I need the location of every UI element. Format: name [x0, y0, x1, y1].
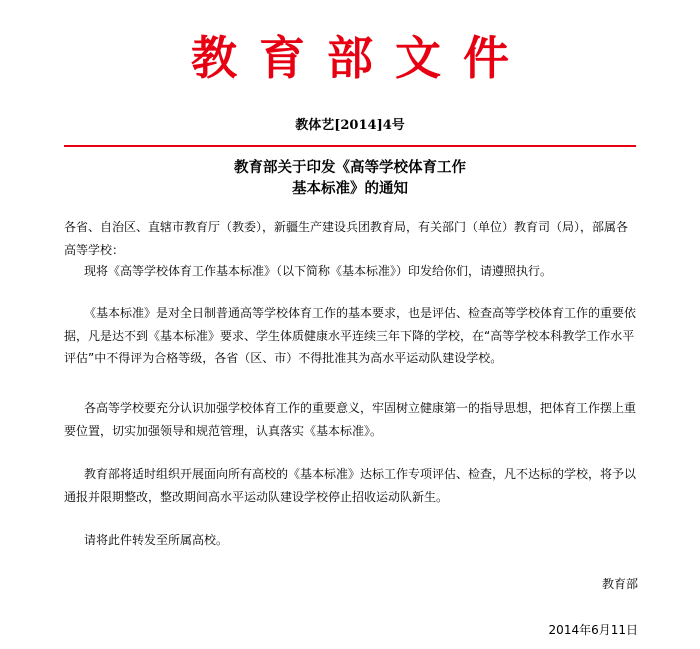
recipients-line: 各省、自治区、直辖市教育厅（教委），新疆生产建设兵团教育局，有关部门（单位）教育司（局），部属各高等学校： [64, 220, 629, 257]
document-title-line-2: 基本标准》的通知 [292, 181, 408, 197]
document-number: 教体艺[2014]4号 [295, 118, 405, 133]
document-header-title: 教育部文件 [191, 31, 531, 85]
paragraph-3: 各高等学校要充分认识加强学校体育工作的重要意义，牢固树立健康第一的指导思想，把体育工作摆上重要位置，切实加强领导和规范管理，认真落实《基本标准》。 [64, 401, 637, 438]
issue-date: 2014年6月11日 [548, 623, 638, 637]
paragraph-2: 《基本标准》是对全日制普通高等学校体育工作的基本要求，也是评估、检查高等学校体育工作的重要依据，凡是达不到《基本标准》要求、学生体质健康水平连续三年下降的学校，在“高等学校本科教学工作水平评估”中不得评为合格等级，各省（区、市）不得批准其为高水平运动队建设学校。 [64, 306, 637, 365]
issuer-signature: 教育部 [601, 577, 638, 591]
paragraph-4: 教育部将适时组织开展面向所有高校的《基本标准》达标工作专项评估、检查，凡不达标的学校，将予以通报并限期整改，整改期间高水平运动队建设学校停止招收运动队新生。 [64, 467, 637, 504]
paragraph-1: 现将《高等学校体育工作基本标准》（以下简称《基本标准》）印发给你们，请遵照执行。 [84, 264, 553, 278]
paragraph-5: 请将此件转发至所属高校。 [84, 533, 229, 547]
red-divider-line [64, 145, 636, 147]
document-title [0, 158, 700, 200]
document-title-line-1: 教育部关于印发《高等学校体育工作 [234, 160, 466, 176]
